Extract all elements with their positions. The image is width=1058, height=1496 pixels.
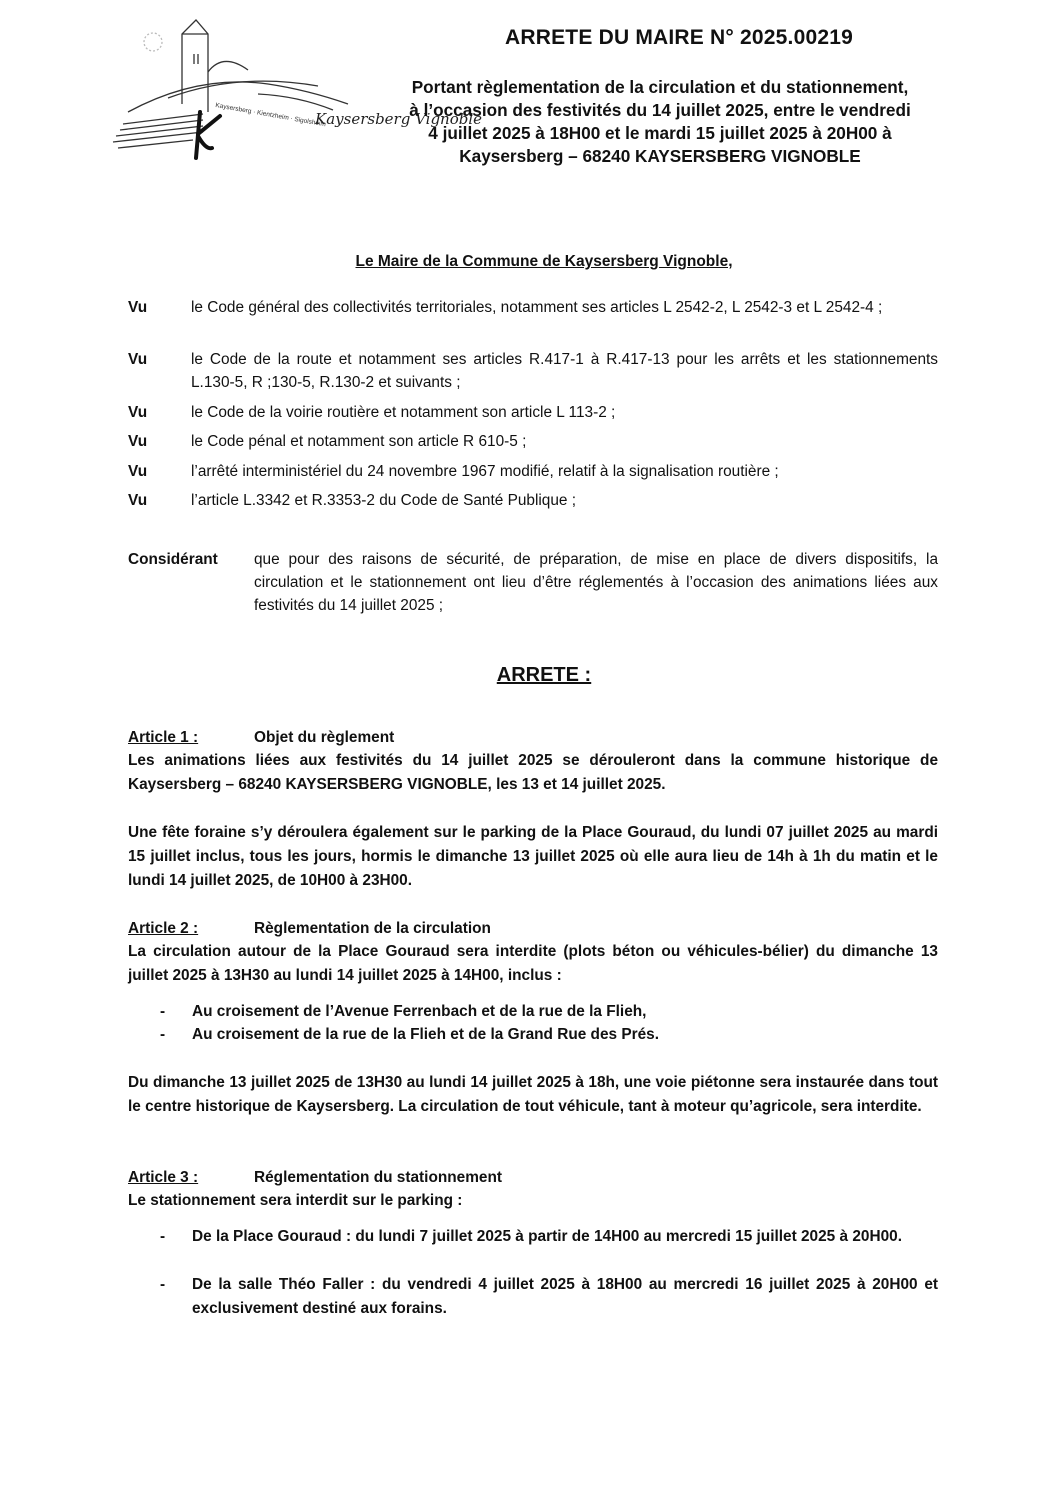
subtitle bbox=[380, 76, 940, 168]
article-number: Article 2 : bbox=[128, 920, 199, 937]
vu-text: le Code pénal et notamment son article R 610-5 ; bbox=[191, 433, 527, 450]
article-number: Article 1 : bbox=[128, 729, 199, 746]
subtitle-line: à l’occasion des festivités du 14 juillet 2025, entre le vendredi bbox=[409, 100, 911, 120]
vu-text: le Code de la voirie routière et notamment son article L 113-2 ; bbox=[191, 404, 616, 421]
list-item-text: De la Place Gouraud : du lundi 7 juillet 2025 à partir de 14H00 au mercredi 15 juillet 2025 à 20H00. bbox=[192, 1228, 902, 1245]
municipal-logo bbox=[108, 12, 483, 162]
considerant-text: que pour des raisons de sécurité, de préparation, de mise en place de divers dispositifs, la circulation et le stationnement ont lieu d’être réglementés à l’occasion des animations liées aux festivités du 14 juillet 2025 ; bbox=[254, 551, 938, 614]
vu-text: l’arrêté interministériel du 24 novembre 1967 modifié, relatif à la signalisation routière ; bbox=[191, 463, 779, 480]
list-item-text: Au croisement de l’Avenue Ferrenbach et de la rue de la Flieh, bbox=[192, 1003, 647, 1020]
vu-text: le Code de la route et notamment ses articles R.417-1 à R.417-13 pour les arrêts et les stationnements L.130-5, R ;130-5, R.130-2 et suivants ; bbox=[191, 351, 938, 391]
article-2-heading bbox=[128, 917, 491, 940]
article-1-heading bbox=[128, 726, 394, 749]
list-item-text: De la salle Théo Faller : du vendredi 4 juillet 2025 à 18H00 au mercredi 16 juillet 2025 à 20H00 et exclusivement destiné aux forains. bbox=[192, 1276, 938, 1317]
article-2-paragraph: La circulation autour de la Place Gouraud sera interdite (plots béton ou véhicules-bélier) du dimanche 13 juillet 2025 à 13H30 au lundi 14 juillet 2025 à 14H00, inclus : bbox=[128, 943, 938, 984]
subtitle-line: Portant règlementation de la circulation et du stationnement, bbox=[411, 77, 909, 97]
arrete-heading: ARRETE : bbox=[496, 664, 592, 686]
vu-label: Vu bbox=[128, 404, 148, 421]
bullet-dash: - bbox=[160, 1276, 166, 1293]
bullet-dash: - bbox=[160, 1026, 166, 1043]
vu-label: Vu bbox=[128, 492, 148, 509]
article-2-paragraph: Du dimanche 13 juillet 2025 de 13H30 au lundi 14 juillet 2025 à 18h, une voie piétonne sera instaurée dans tout le centre historique de Kaysersberg. La circulation de tout véhicule, tant à moteur qu’agricole, sera interdite. bbox=[128, 1074, 938, 1115]
article-3-heading bbox=[128, 1166, 502, 1189]
logo-subtext: Kaysersberg · Kientzheim · Sigolsheim bbox=[214, 102, 327, 129]
vu-label: Vu bbox=[128, 351, 148, 368]
subtitle-line: Kaysersberg – 68240 KAYSERSBERG VIGNOBLE bbox=[459, 146, 861, 166]
logo-caption: Kaysersberg Vignoble bbox=[315, 110, 483, 128]
article-title: Règlementation de la circulation bbox=[254, 920, 491, 937]
article-1-paragraph: Les animations liées aux festivités du 14 juillet 2025 se dérouleront dans la commune historique de Kaysersberg – 68240 KAYSERSBERG VIGNOBLE, les 13 et 14 juillet 2025. bbox=[128, 752, 938, 793]
bullet-dash: - bbox=[160, 1003, 166, 1020]
subtitle-line: 4 juillet 2025 à 18H00 et le mardi 15 juillet 2025 à 20H00 à bbox=[428, 123, 892, 143]
article-title: Objet du règlement bbox=[254, 729, 395, 746]
article-1-paragraph: Une fête foraine s’y déroulera également sur le parking de la Place Gouraud, du lundi 07 juillet 2025 au mardi 15 juillet inclus, tous les jours, hormis le dimanche 13 juillet 2025 où elle aura lieu de 14h à 1h du matin et le lundi 14 juillet 2025, de 10H00 à 23H00. bbox=[128, 824, 938, 889]
list-item-text: Au croisement de la rue de la Flieh et de la Grand Rue des Prés. bbox=[192, 1026, 660, 1043]
vu-label: Vu bbox=[128, 299, 148, 316]
article-number: Article 3 : bbox=[128, 1169, 199, 1186]
considerant-label: Considérant bbox=[128, 551, 218, 568]
bullet-dash: - bbox=[160, 1228, 166, 1245]
vu-label: Vu bbox=[128, 433, 148, 450]
vu-label: Vu bbox=[128, 463, 148, 480]
vu-text: l’article L.3342 et R.3353-2 du Code de Santé Publique ; bbox=[191, 492, 577, 509]
article-3-paragraph: Le stationnement sera interdit sur le parking : bbox=[128, 1192, 463, 1209]
page-title: ARRETE DU MAIRE N° 2025.00219 bbox=[505, 26, 853, 49]
castle-tower-icon bbox=[108, 12, 368, 162]
vu-text: le Code général des collectivités territoriales, notamment ses articles L 2542-2, L 2542-3 et L 2542-4 ; bbox=[191, 299, 883, 316]
article-title: Réglementation du stationnement bbox=[254, 1169, 502, 1186]
mayor-heading: Le Maire de la Commune de Kaysersberg Vignoble, bbox=[355, 253, 733, 270]
